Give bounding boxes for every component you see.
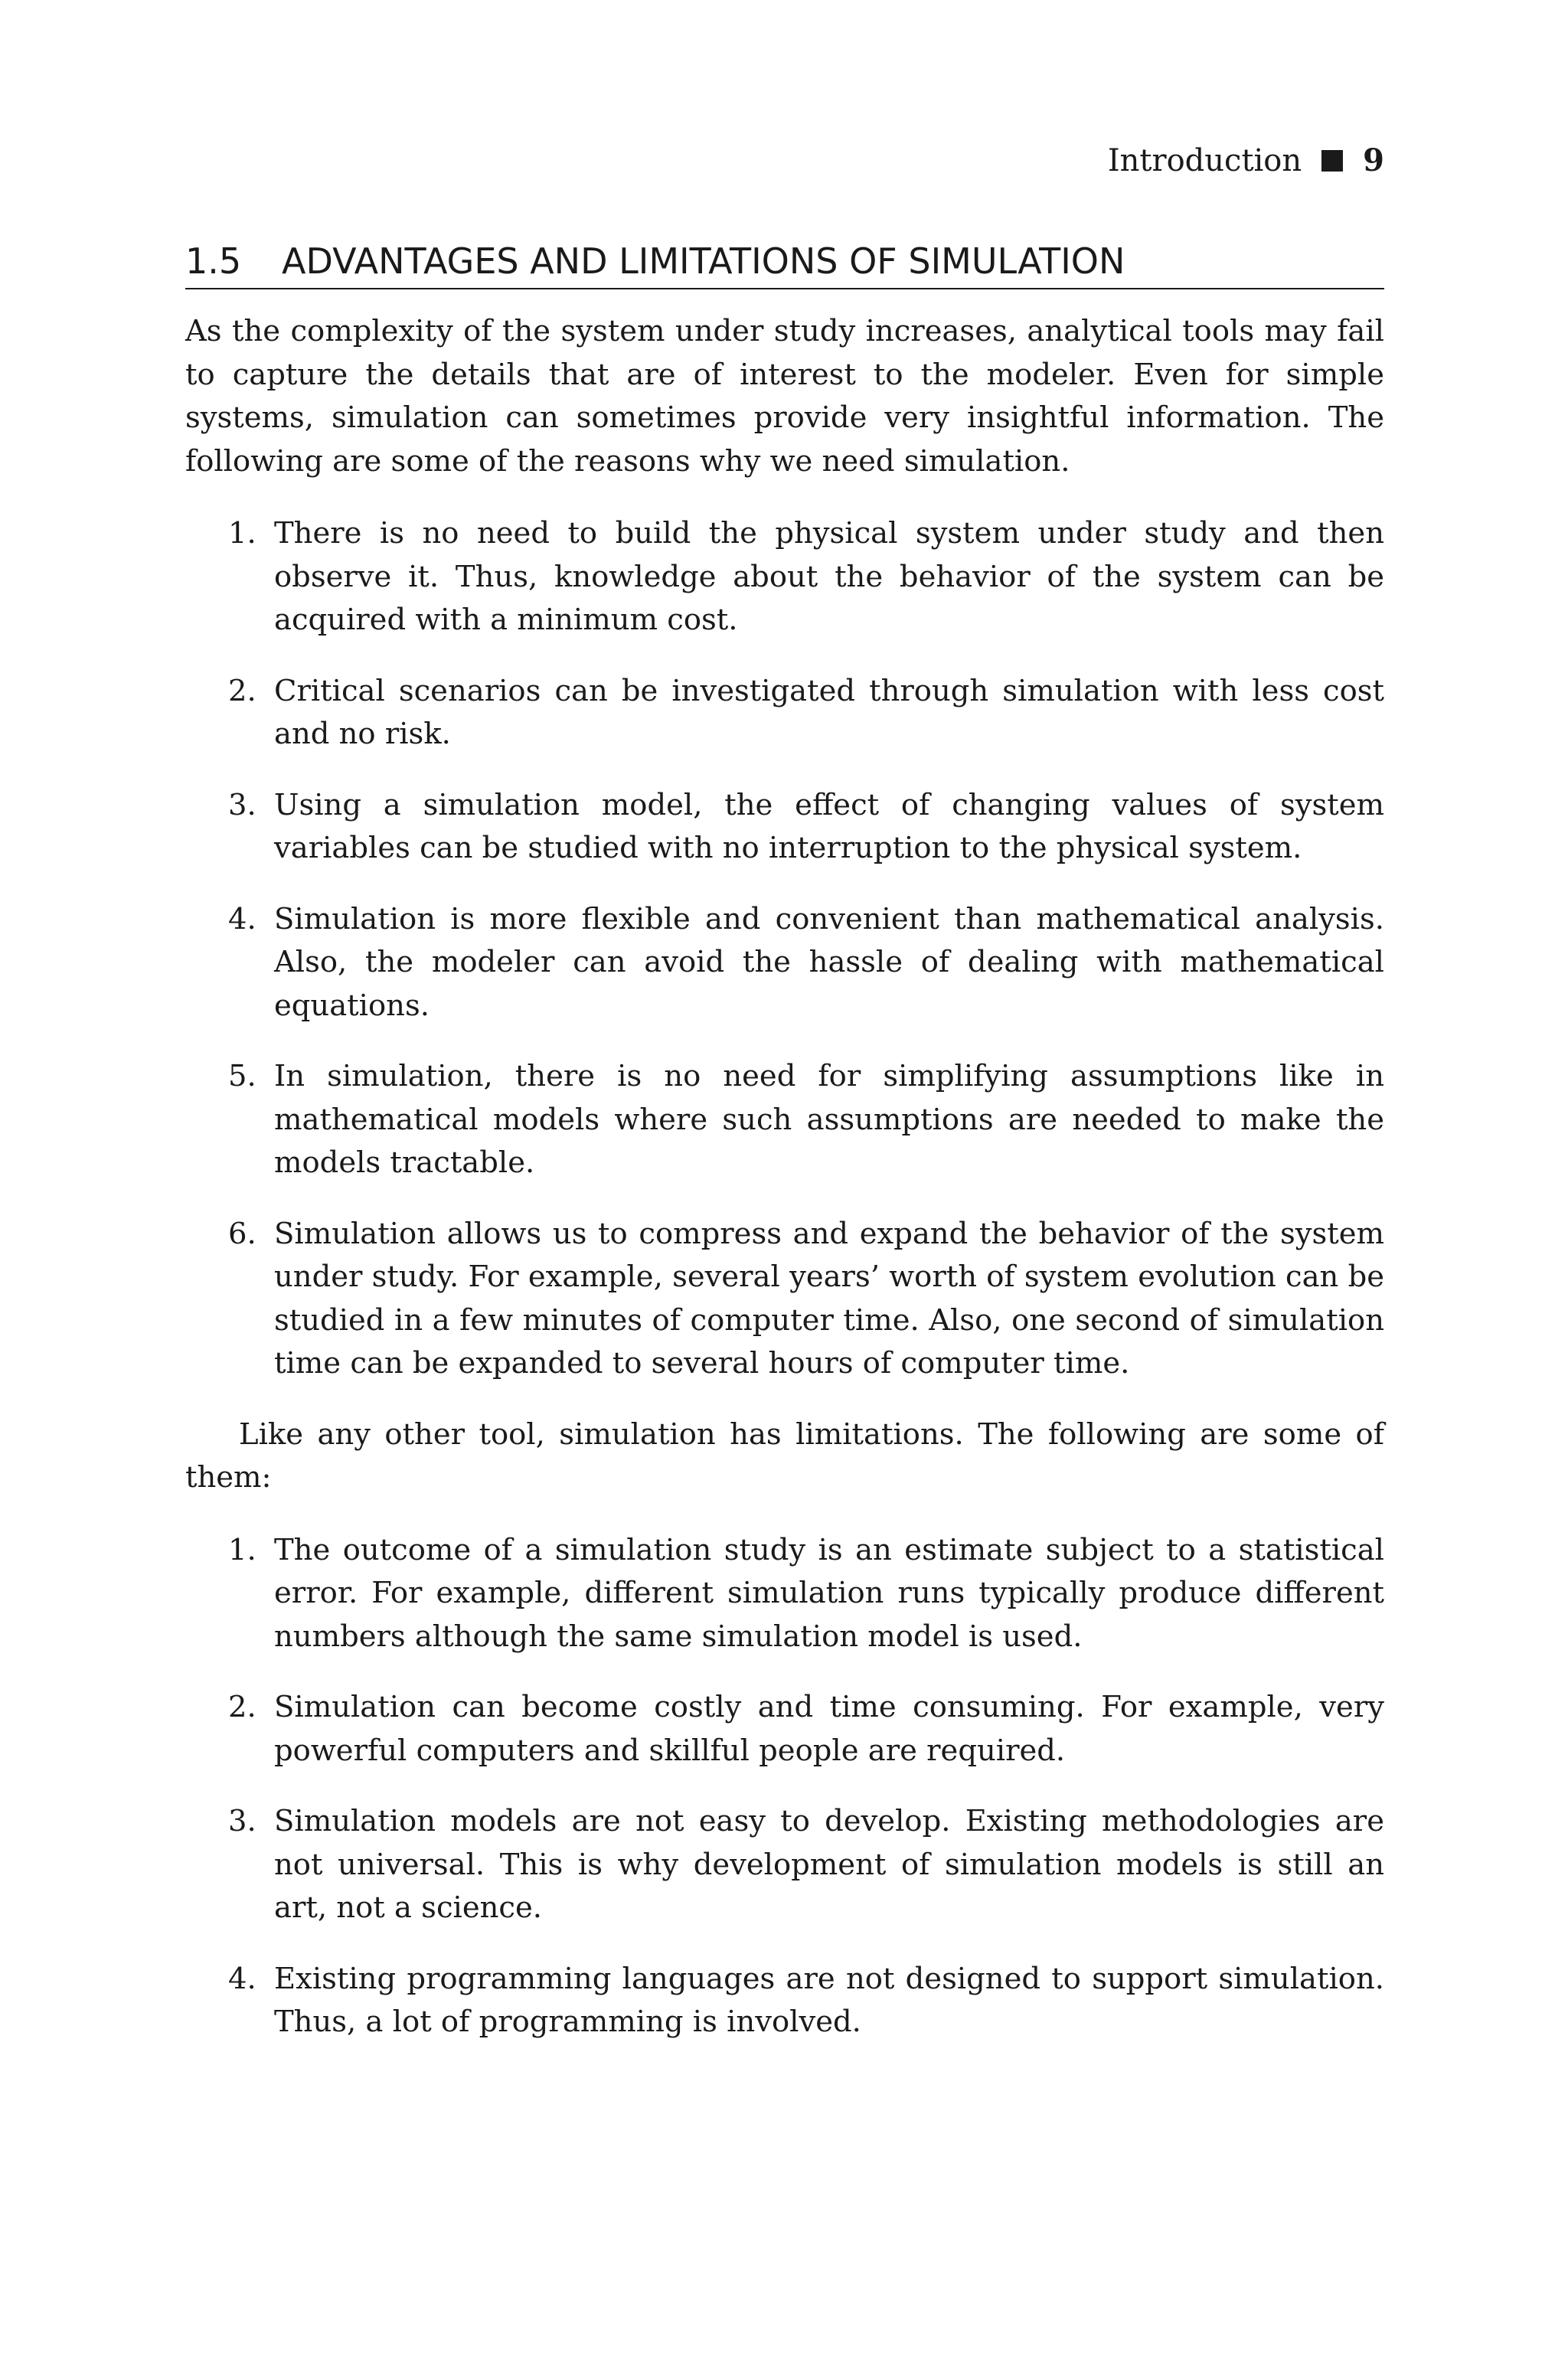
list-item-text: There is no need to build the physical system under study and then observe it. Thus, knowledge about the behavior of the system can be acquired with a minimum cost. bbox=[274, 516, 1384, 637]
list-item-text: Simulation allows us to compress and expand the behavior of the system under study. For example, several years’ worth of system evolution can be studied in a few minutes of computer time. Also, one second of simulation time can be expanded to several hours of computer time. bbox=[274, 1216, 1384, 1381]
square-bullet-icon bbox=[1321, 150, 1343, 172]
limitations-intro-paragraph: Like any other tool, simulation has limitations. The following are some of them: bbox=[185, 1416, 1384, 1495]
list-item-text: Simulation can become costly and time consuming. For example, very powerful computers and skillful people are required. bbox=[274, 1690, 1384, 1768]
section-title: ADVANTAGES AND LIMITATIONS OF SIMULATION bbox=[282, 240, 1125, 282]
list-item-number: 2. bbox=[228, 1690, 256, 1724]
list-item bbox=[185, 512, 1384, 642]
list-item-number: 5. bbox=[228, 1059, 256, 1093]
list-item bbox=[185, 1213, 1384, 1386]
list-item-text: In simulation, there is no need for simplifying assumptions like in mathematical models where such assumptions are needed to make the models tractable. bbox=[274, 1059, 1384, 1180]
list-item bbox=[185, 1958, 1384, 2044]
list-item-text: Simulation models are not easy to develop. Existing methodologies are not universal. This is why development of simulation models is still an art, not a science. bbox=[274, 1804, 1384, 1925]
list-item bbox=[185, 784, 1384, 871]
advantages-list bbox=[185, 512, 1384, 1386]
list-item bbox=[185, 1686, 1384, 1773]
list-item-number: 2. bbox=[228, 673, 256, 708]
section-number: 1.5 bbox=[185, 240, 242, 282]
list-item-number: 3. bbox=[228, 1804, 256, 1838]
list-item bbox=[185, 898, 1384, 1028]
list-item-text: Using a simulation model, the effect of changing values of system variables can be studied with no interruption to the physical system. bbox=[274, 787, 1384, 865]
running-head bbox=[1107, 142, 1384, 178]
intro-paragraph: As the complexity of the system under study increases, analytical tools may fail to capture the details that are of interest to the modeler. Even for simple systems, simulation can sometimes provide very insightful information. The following are some of the reasons why we need simulation. bbox=[185, 314, 1384, 479]
list-item-number: 1. bbox=[228, 516, 256, 551]
list-item-text: Critical scenarios can be investigated through simulation with less cost and no risk. bbox=[274, 673, 1384, 751]
list-item-number: 6. bbox=[228, 1216, 256, 1251]
list-item-number: 4. bbox=[228, 1961, 256, 1996]
list-item-number: 4. bbox=[228, 901, 256, 936]
list-item-text: Simulation is more flexible and convenient than mathematical analysis. Also, the modeler can avoid the hassle of dealing with mathematical equations. bbox=[274, 901, 1384, 1023]
list-item-text: Existing programming languages are not designed to support simulation. Thus, a lot of programming is involved. bbox=[274, 1961, 1384, 2039]
list-item bbox=[185, 1800, 1384, 1930]
list-item-number: 3. bbox=[228, 787, 256, 822]
list-item bbox=[185, 670, 1384, 756]
list-item-number: 1. bbox=[228, 1532, 256, 1567]
running-head-title: Introduction bbox=[1107, 143, 1302, 178]
list-item bbox=[185, 1529, 1384, 1659]
body-text bbox=[185, 310, 1384, 2072]
page-number: 9 bbox=[1363, 142, 1384, 178]
limitations-list bbox=[185, 1529, 1384, 2044]
list-item bbox=[185, 1055, 1384, 1185]
section-heading bbox=[185, 240, 1384, 289]
list-item-text: The outcome of a simulation study is an estimate subject to a statistical error. For example, different simulation runs typically produce different numbers although the same simulation model is used. bbox=[274, 1532, 1384, 1654]
